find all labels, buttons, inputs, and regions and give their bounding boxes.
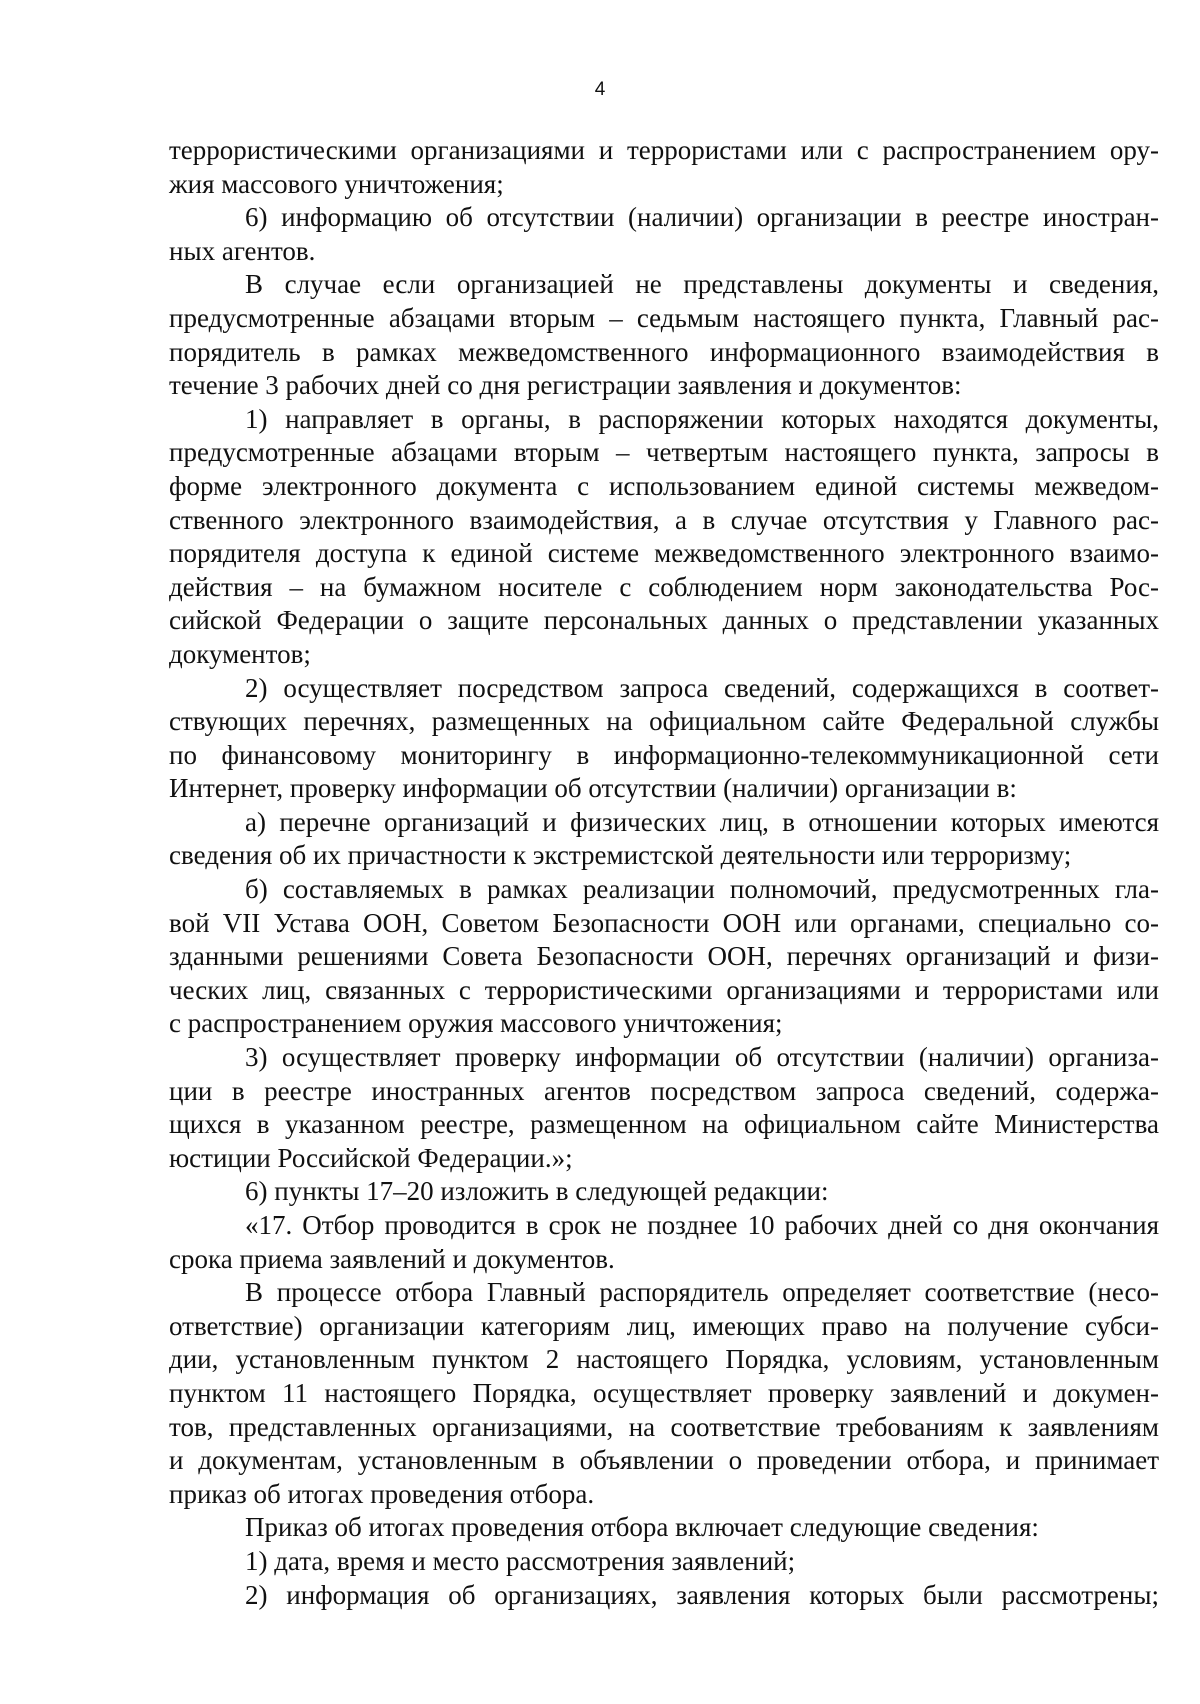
text-line: юстиции Российской Федерации.»;	[169, 1142, 573, 1173]
text-line: 2) информация об организациях, заявления которых были рассмотрены;	[245, 1579, 1159, 1610]
text-line: ции в реестре иностранных агентов посредством запроса сведений, содержа-	[169, 1075, 1159, 1106]
text-line: с распространением оружия массового уничтожения;	[169, 1008, 783, 1039]
text-line: приказ об итогах проведения отбора.	[169, 1478, 595, 1509]
text-line: пунктом 11 настоящего Порядка, осуществляет проверку заявлений и докумен-	[169, 1377, 1159, 1408]
text-line: порядитель в рамках межведомственного информационного взаимодействия в	[169, 336, 1159, 367]
text-line: Приказ об итогах проведения отбора включает следующие сведения:	[245, 1512, 1039, 1543]
text-line: 2) осуществляет посредством запроса сведений, содержащихся в соответ-	[245, 672, 1159, 703]
text-line: форме электронного документа с использованием единой системы межведом-	[169, 470, 1159, 501]
text-line: Интернет, проверку информации об отсутствии (наличии) организации в:	[169, 773, 1017, 804]
text-line: дии, установленным пунктом 2 настоящего Порядка, условиям, установленным	[169, 1344, 1159, 1375]
text-line: тов, представленных организациями, на соответствие требованиям к заявлениям	[169, 1411, 1159, 1442]
text-line: 3) осуществляет проверку информации об отсутствии (наличии) организа-	[245, 1042, 1159, 1073]
text-line: порядителя доступа к единой системе межведомственного электронного взаимо-	[169, 538, 1159, 569]
text-line: по финансовому мониторингу в информационно-телекоммуникационной сети	[169, 739, 1159, 770]
text-line: В процессе отбора Главный распорядитель определяет соответствие (несо-	[245, 1277, 1159, 1308]
text-line: зданными решениями Совета Безопасности ООН, перечнях организаций и физи-	[169, 941, 1159, 972]
text-line: В случае если организацией не представлены документы и сведения,	[245, 269, 1159, 300]
text-line: действия – на бумажном носителе с соблюдением норм законодательства Рос-	[169, 571, 1159, 602]
text-line: документов;	[169, 638, 311, 669]
text-line: щихся в указанном реестре, размещенном на официальном сайте Министерства	[169, 1109, 1159, 1140]
text-line: террористическими организациями и террористами или с распространением ору-	[169, 135, 1159, 165]
text-line: предусмотренные абзацами вторым – четвертым настоящего пункта, запросы в	[169, 437, 1159, 468]
text-line: сийской Федерации о защите персональных данных о представлении указанных	[169, 605, 1159, 636]
text-line: 1) дата, время и место рассмотрения заявлений;	[245, 1545, 796, 1576]
text-line: ных агентов.	[169, 235, 316, 266]
text-line: срока приема заявлений и документов.	[169, 1243, 615, 1274]
text-line: 1) направляет в органы, в распоряжении которых находятся документы,	[245, 403, 1159, 434]
text-line: б) составляемых в рамках реализации полномочий, предусмотренных гла-	[245, 874, 1159, 905]
text-line: 6) пункты 17–20 изложить в следующей редакции:	[245, 1176, 829, 1207]
text-line: и документам, установленным в объявлении о проведении отбора, и принимает	[169, 1445, 1159, 1476]
text-line: предусмотренные абзацами вторым – седьмым настоящего пункта, Главный рас-	[169, 302, 1159, 333]
text-line: жия массового уничтожения;	[169, 168, 504, 199]
text-line: вой VII Устава ООН, Советом Безопасности ООН или органами, специально со-	[169, 907, 1159, 938]
text-line: ственного электронного взаимодействия, а в случае отсутствия у Главного рас-	[169, 504, 1159, 535]
page-number: 4	[594, 79, 606, 100]
text-line: ответствие) организации категориям лиц, имеющих право на получение субси-	[169, 1310, 1159, 1341]
text-line: 6) информацию об отсутствии (наличии) организации в реестре иностран-	[245, 202, 1159, 233]
text-line: а) перечне организаций и физических лиц, в отношении которых имеются	[245, 806, 1159, 837]
text-line: ствующих перечнях, размещенных на официальном сайте Федеральной службы	[169, 706, 1159, 737]
document-body	[169, 134, 1159, 1612]
text-line: «17. Отбор проводится в срок не позднее 10 рабочих дней со дня окончания	[245, 1210, 1159, 1240]
text-line: течение 3 рабочих дней со дня регистрации заявления и документов:	[169, 370, 962, 401]
text-line: сведения об их причастности к экстремистской деятельности или терроризму;	[169, 840, 1072, 871]
text-line: ческих лиц, связанных с террористическими организациями и террористами или	[169, 974, 1159, 1005]
